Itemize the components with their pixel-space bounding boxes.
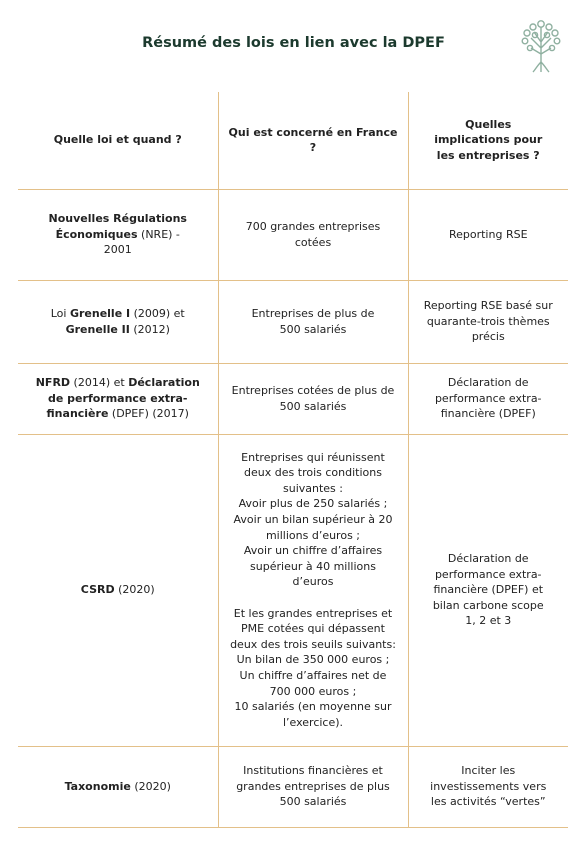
law-text: (2009) et bbox=[130, 306, 185, 320]
who-line: Entreprises de plus de 500 salariés bbox=[251, 306, 375, 336]
law-text: (2020) bbox=[130, 779, 171, 793]
impl-cell: Déclaration de performance extra-financière (DPEF) et bilan carbone scope 1, 2 et 3 bbox=[408, 434, 568, 746]
table-row bbox=[18, 280, 568, 363]
who-cell bbox=[218, 363, 408, 434]
law-text: (2020) bbox=[114, 583, 155, 597]
law-text: Loi bbox=[50, 306, 70, 320]
who-cell bbox=[218, 746, 408, 827]
table-row bbox=[18, 434, 568, 746]
law-text: Taxonomie bbox=[64, 779, 131, 793]
table-row bbox=[18, 746, 568, 827]
who-line: 700 grandes entreprises cotées bbox=[245, 219, 381, 249]
who-line: Avoir un chiffre d’affaires supérieur à 40 millions d’euros bbox=[243, 544, 383, 589]
page-title: Résumé des lois en lien avec la DPEF bbox=[142, 35, 445, 51]
who-line: Avoir un bilan supérieur à 20 millions d’euros ; bbox=[233, 513, 393, 542]
law-text: (DPEF) (2017) bbox=[108, 407, 189, 421]
header-law: Quelle loi et quand ? bbox=[18, 92, 218, 189]
who-line: Entreprises cotées de plus de 500 salariés bbox=[231, 383, 395, 413]
law-text: (2014) et bbox=[70, 376, 129, 390]
law-cell bbox=[18, 280, 218, 363]
law-text: CSRD bbox=[80, 583, 115, 597]
who-line bbox=[229, 590, 398, 606]
impl-cell: Reporting RSE basé sur quarante-trois thèmes précis bbox=[408, 280, 568, 363]
table-row bbox=[18, 363, 568, 434]
impl-cell: Déclaration de performance extra-financière (DPEF) bbox=[408, 363, 568, 434]
header-impl: Quelles implications pour les entreprises ? bbox=[408, 92, 568, 189]
who-line: 10 salariés (en moyenne sur l’exercice). bbox=[234, 700, 392, 729]
impl-cell: Reporting RSE bbox=[408, 189, 568, 280]
law-text: NFRD bbox=[35, 376, 71, 390]
who-line: Institutions financières et grandes entreprises de plus 500 salariés bbox=[236, 764, 390, 809]
law-text: Déclaration de performance extra-financière bbox=[46, 376, 200, 421]
tree-logo-icon bbox=[519, 18, 563, 74]
who-line: Un bilan de 350 000 euros ; bbox=[236, 653, 390, 667]
law-text: Grenelle I bbox=[69, 306, 131, 320]
law-cell bbox=[18, 746, 218, 827]
who-line: Avoir plus de 250 salariés ; bbox=[238, 497, 388, 511]
header-who: Qui est concerné en France ? bbox=[218, 92, 408, 189]
who-cell bbox=[218, 434, 408, 746]
laws-table bbox=[18, 92, 568, 828]
who-line: Et les grandes entreprises et PME cotées qui dépassent deux des trois seuils suivants: bbox=[230, 606, 396, 651]
law-text: Grenelle II bbox=[65, 322, 130, 336]
law-cell bbox=[18, 363, 218, 434]
table-header-row bbox=[18, 92, 568, 189]
law-cell bbox=[18, 189, 218, 280]
impl-cell: Inciter les investissements vers les activités “vertes” bbox=[408, 746, 568, 827]
who-cell bbox=[218, 189, 408, 280]
law-text: (NRE) - 2001 bbox=[103, 227, 180, 257]
who-line: Un chiffre d’affaires net de 700 000 euros ; bbox=[239, 668, 387, 698]
who-line: Entreprises qui réunissent deux des trois conditions suivantes : bbox=[241, 450, 385, 495]
law-text: Nouvelles Régulations Économiques bbox=[48, 212, 187, 241]
table-row bbox=[18, 189, 568, 280]
law-text: (2012) bbox=[129, 322, 170, 336]
law-cell bbox=[18, 434, 218, 746]
who-cell bbox=[218, 280, 408, 363]
